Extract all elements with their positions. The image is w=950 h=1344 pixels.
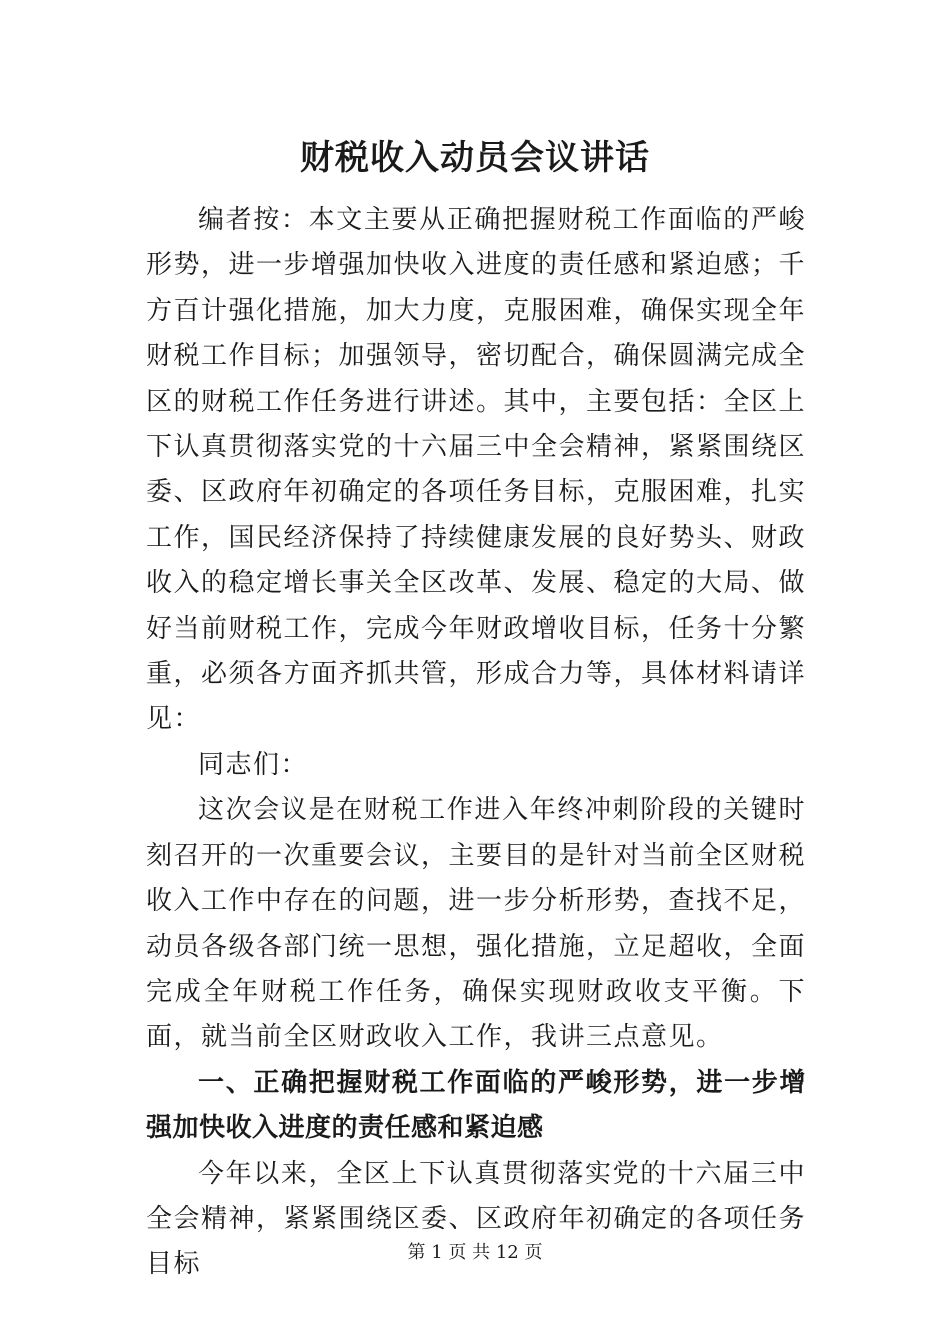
salutation-paragraph: 同志们： xyxy=(198,749,309,780)
section-heading-1: 一、正确把握财税工作面临的严峻形势，进一步增强加快收入进度的责任感和紧迫感 xyxy=(146,1067,806,1144)
page-number-footer: 第 1 页 共 12 页 xyxy=(407,1242,543,1263)
document-body xyxy=(146,198,806,1288)
intro-paragraph: 这次会议是在财税工作进入年终冲刺阶段的关键时刻召开的一次重要会议，主要目的是针对当前全区财税收入工作中存在的问题，进一步分析形势，查找不足，动员各级各部门统一思想，强化措施，立足超收，全面完成全年财税工作任务，确保实现财政收支平衡。下面，就当前全区财政收入工作，我讲三点意见。 xyxy=(146,795,807,1053)
document-title: 财税收入动员会议讲话 xyxy=(300,138,650,178)
editor-note-paragraph: 编者按：本文主要从正确把握财税工作面临的严峻形势，进一步增强加快收入进度的责任感和紧迫感；千方百计强化措施，加大力度，克服困难，确保实现全年财税工作目标；加强领导，密切配合，确保圆满完成全区的财税工作任务进行讲述。其中，主要包括：全区上下认真贯彻落实党的十六届三中全会精神，紧紧围绕区委、区政府年初确定的各项任务目标，克服困难，扎实工作，国民经济保持了持续健康发展的良好势头、财政收入的稳定增长事关全区改革、发展、稳定的大局、做好当前财税工作，完成今年财政增收目标，任务十分繁重，必须各方面齐抓共管，形成合力等，具体材料请详见： xyxy=(146,205,807,735)
section-1-paragraph: 今年以来，全区上下认真贯彻落实党的十六届三中全会精神，紧紧围绕区委、区政府年初确定的各项任务目标 xyxy=(146,1158,807,1280)
